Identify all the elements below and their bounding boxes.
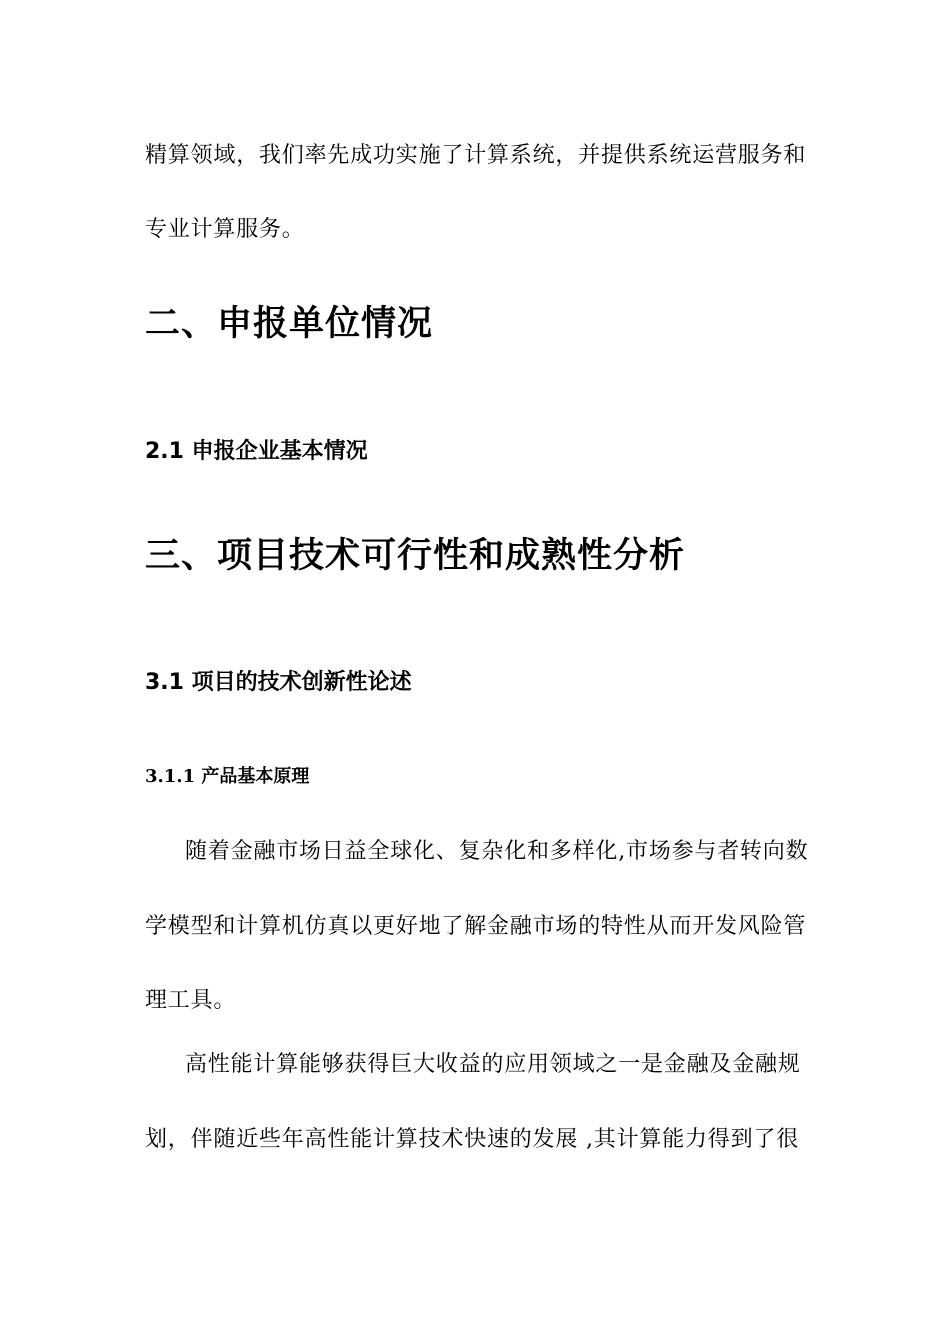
heading-section-2-1: 2.1 申报企业基本情况 <box>145 439 368 464</box>
heading-section-3-1-1: 3.1.1 产品基本原理 <box>145 766 310 787</box>
paragraph-intro-line-2: 专业计算服务。 <box>145 217 305 242</box>
paragraph-1-line-2: 学模型和计算机仿真以更好地了解金融市场的特性从而开发风险管 <box>145 914 807 939</box>
heading-section-2: 二、申报单位情况 <box>145 304 434 344</box>
paragraph-intro-line-1: 精算领域，我们率先成功实施了计算系统，并提供系统运营服务和 <box>145 143 807 168</box>
paragraph-1-line-3: 理工具。 <box>145 988 237 1013</box>
paragraph-1-line-1: 随着金融市场日益全球化、复杂化和多样化,市场参与者转向数 <box>185 839 809 864</box>
heading-section-3-1: 3.1 项目的技术创新性论述 <box>145 670 412 695</box>
paragraph-2-line-1: 高性能计算能够获得巨大收益的应用领域之一是金融及金融规 <box>185 1052 801 1077</box>
heading-section-3: 三、项目技术可行性和成熟性分析 <box>145 536 686 576</box>
paragraph-2-line-2: 划，伴随近些年高性能计算技术快速的发展 ,其计算能力得到了很 <box>145 1127 799 1152</box>
